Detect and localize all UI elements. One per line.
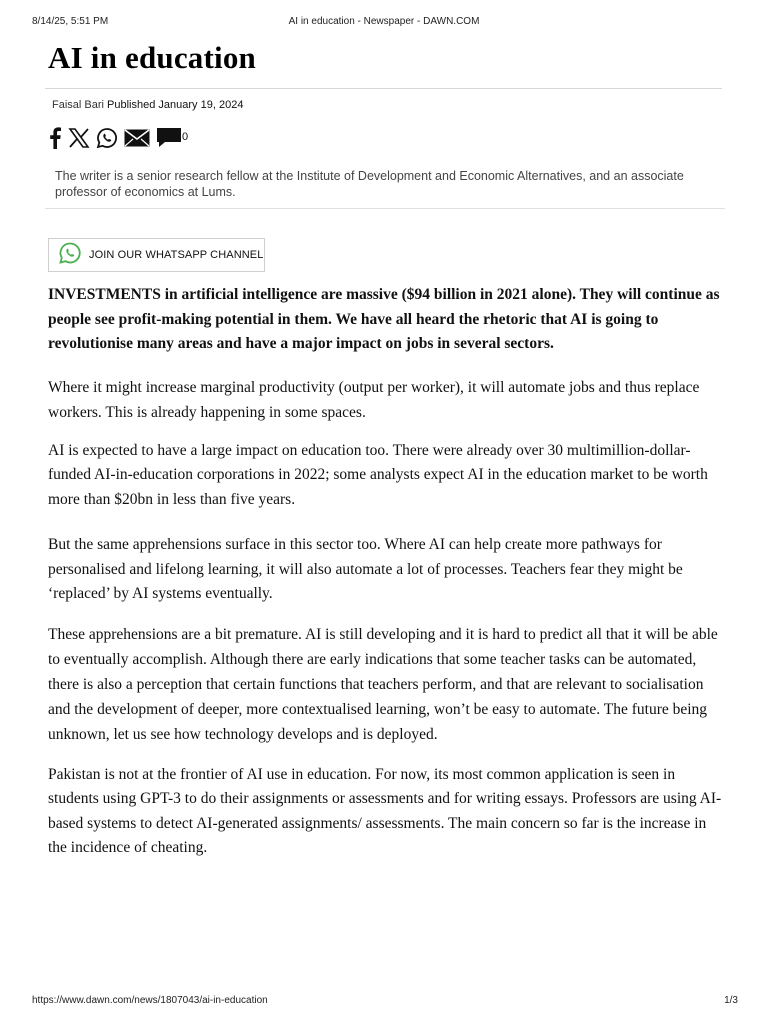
byline [52, 99, 243, 111]
bio-divider [45, 208, 725, 209]
article-lead-paragraph: INVESTMENTS in artificial intelligence are massive ($94 billion in 2021 alone). They will continue as people see profit-making potential in them. We have all heard the rhetoric that AI is going to revolutionise many areas and have a major impact on jobs in several sectors. [48, 286, 720, 352]
article-paragraph: AI is expected to have a large impact on education too. There were already over 30 multimillion-dollar-funded AI-in-education corporations in 2022; some analysts expect AI in the education market to be worth more than $20bn in less than five years. [48, 441, 708, 508]
published-date: January 19, 2024 [158, 99, 244, 111]
article-body [48, 283, 723, 861]
title-divider [45, 88, 722, 89]
author-link[interactable]: Faisal Bari [52, 99, 104, 111]
whatsapp-channel-icon [59, 242, 81, 269]
whatsapp-channel-label: JOIN OUR WHATSAPP CHANNEL [89, 249, 264, 261]
article-paragraph: Pakistan is not at the frontier of AI use in education. For now, its most common application is seen in students using GPT-3 to do their assignments or assessments and for writing essays. Professors are using AI-based systems to detect AI-generated assignments/ assessments. The main concern so far is the increase in the incidence of cheating. [48, 765, 722, 856]
print-header [32, 16, 736, 30]
comment-count[interactable]: 0 [182, 131, 189, 143]
print-url: https://www.dawn.com/news/1807043/ai-in-education [32, 995, 268, 1006]
whatsapp-icon[interactable] [96, 127, 118, 154]
print-footer [32, 995, 738, 1009]
article-paragraph: Where it might increase marginal productivity (output per worker), it will automate jobs and thus replace workers. This is already happening in some spaces. [48, 378, 700, 421]
join-whatsapp-channel-button[interactable] [48, 238, 265, 272]
print-datetime: 8/14/25, 5:51 PM [32, 16, 109, 27]
published-label: Published [107, 99, 156, 111]
comment-icon[interactable] [156, 127, 182, 154]
print-page-title: AI in education - Newspaper - DAWN.COM [288, 16, 480, 27]
facebook-icon[interactable] [48, 127, 62, 154]
article-paragraph: But the same apprehensions surface in this sector too. Where AI can help create more pathways for personalised and lifelong learning, it will also automate a lot of processes. Teachers fear they might be ‘replaced’ by AI systems eventually. [48, 536, 683, 602]
print-page-number: 1/3 [724, 995, 738, 1006]
author-bio: The writer is a senior research fellow at the Institute of Development and Economic Alternatives, and an associate professor of economics at Lums. [55, 169, 684, 199]
article-paragraph: These apprehensions are a bit premature. AI is still developing and it is hard to predict all that it will be able to eventually accomplish. Although there are early indications that some teacher tasks can be automated, there is also a perception that certain functions that teachers perform, and that are relevant to socialisation and the development of deeper, more contextualised learning, won’t be easy to automate. The future being unknown, let us see how technology develops and is deployed. [48, 625, 718, 743]
article-title: AI in education [48, 40, 256, 75]
x-icon[interactable] [68, 127, 90, 154]
email-icon[interactable] [124, 129, 150, 152]
share-bar [48, 128, 188, 152]
